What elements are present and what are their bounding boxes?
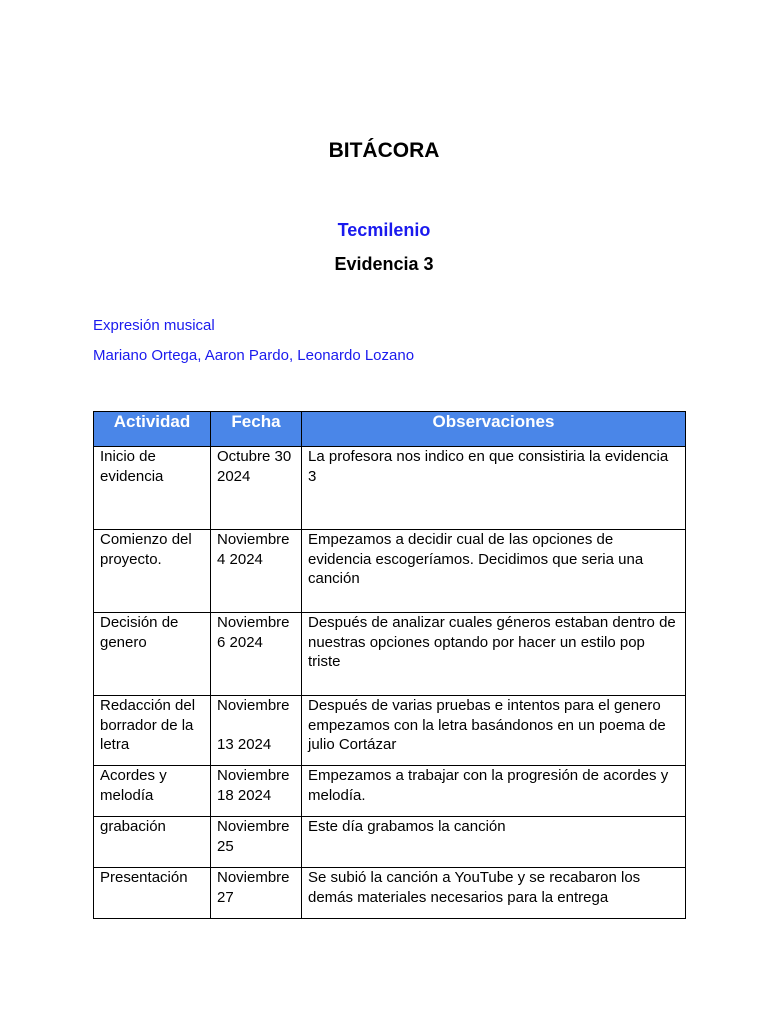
cell-observaciones: Se subió la canción a YouTube y se recabaron los demás materiales necesarios para la entrega <box>302 868 686 919</box>
cell-observaciones: Empezamos a decidir cual de las opciones de evidencia escogeríamos. Decidimos que seria una canción <box>302 530 686 613</box>
cell-actividad: Presentación <box>94 868 211 919</box>
authors-list: Mariano Ortega, Aaron Pardo, Leonardo Lozano <box>93 347 415 364</box>
cell-actividad: grabación <box>94 817 211 868</box>
document-title: BITÁCORA <box>328 139 440 162</box>
table-row <box>94 766 686 817</box>
table-row <box>94 817 686 868</box>
cell-fecha: Noviembre 4 2024 <box>211 530 302 613</box>
cell-observaciones: La profesora nos indico en que consistiria la evidencia 3 <box>302 447 686 530</box>
table-row <box>94 696 686 766</box>
cell-observaciones: Después de varias pruebas e intentos para el genero empezamos con la letra basándonos en un poema de julio Cortázar <box>302 696 686 766</box>
cell-actividad: Inicio de evidencia <box>94 447 211 530</box>
institution-name: Tecmilenio <box>337 220 431 240</box>
subject-name: Expresión musical <box>93 317 215 334</box>
header-actividad: Actividad <box>94 412 211 447</box>
cell-observaciones: Empezamos a trabajar con la progresión de acordes y melodía. <box>302 766 686 817</box>
cell-fecha: Noviembre 18 2024 <box>211 766 302 817</box>
header-observaciones: Observaciones <box>302 412 686 447</box>
cell-fecha: Octubre 30 2024 <box>211 447 302 530</box>
cell-fecha: Noviembre 27 <box>211 868 302 919</box>
cell-observaciones: Este día grabamos la canción <box>302 817 686 868</box>
cell-fecha: Noviembre 13 2024 <box>211 696 302 766</box>
cell-fecha: Noviembre 6 2024 <box>211 613 302 696</box>
cell-observaciones: Después de analizar cuales géneros estaban dentro de nuestras opciones optando por hacer un estilo pop triste <box>302 613 686 696</box>
table-header-row <box>94 412 686 447</box>
table-row <box>94 613 686 696</box>
table-row <box>94 530 686 613</box>
table-row <box>94 447 686 530</box>
header-fecha: Fecha <box>211 412 302 447</box>
cell-actividad: Comienzo del proyecto. <box>94 530 211 613</box>
cell-actividad: Acordes y melodía <box>94 766 211 817</box>
document-subtitle: Evidencia 3 <box>334 254 434 274</box>
table-row <box>94 868 686 919</box>
cell-actividad: Redacción del borrador de la letra <box>94 696 211 766</box>
cell-actividad: Decisión de genero <box>94 613 211 696</box>
activity-log-table <box>93 411 686 919</box>
cell-fecha: Noviembre 25 <box>211 817 302 868</box>
